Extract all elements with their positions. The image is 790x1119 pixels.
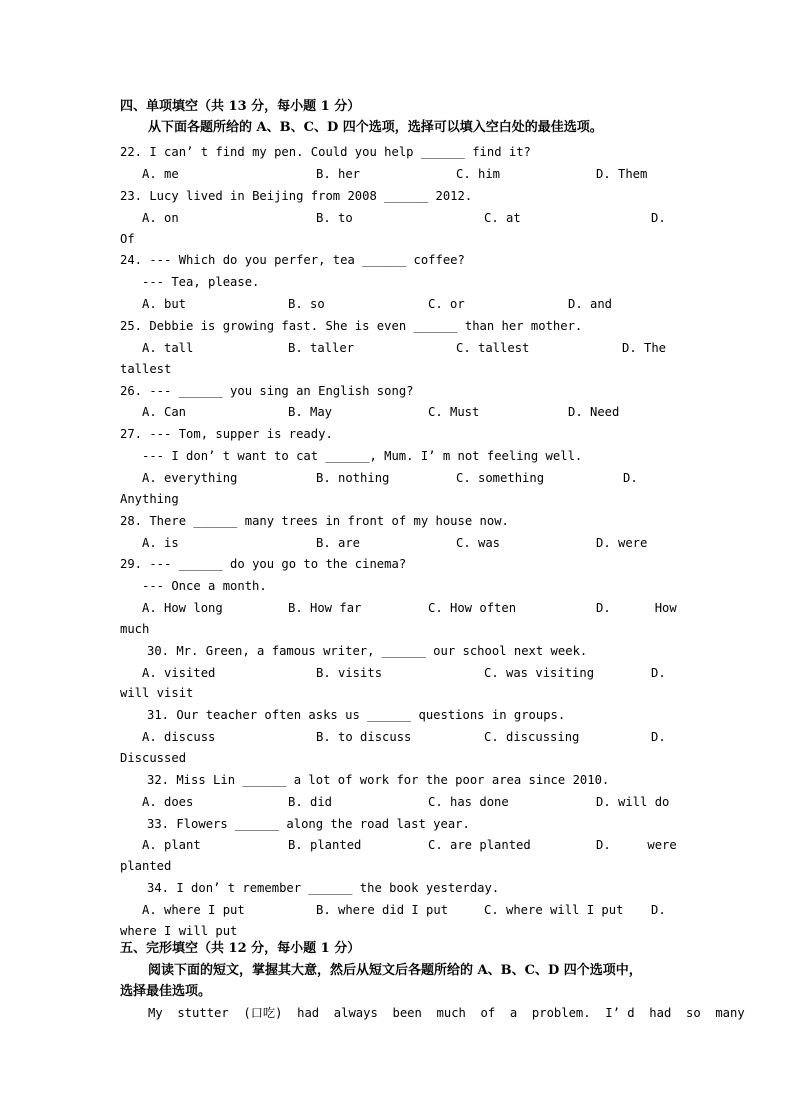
q29-option-d-wrap: much [120,622,150,636]
q22-option-b[interactable]: B. her [316,167,361,181]
q23-option-b[interactable]: B. to [316,211,353,225]
q28-option-c[interactable]: C. was [456,536,501,550]
q26-option-a[interactable]: A. Can [142,405,187,419]
question-28: 28. There ______ many trees in front of my house now. [120,514,509,528]
q31-option-c[interactable]: C. discussing [484,730,580,744]
q30-option-a[interactable]: A. visited [142,666,216,680]
q24-option-c[interactable]: C. or [428,297,465,311]
question-30: 30. Mr. Green, a famous writer, ______ our school next week. [147,644,588,658]
q27-option-c[interactable]: C. something [456,471,545,485]
q29-option-a[interactable]: A. How long [142,601,223,615]
q30-option-b[interactable]: B. visits [316,666,383,680]
q26-option-c[interactable]: C. Must [428,405,480,419]
q22-option-a[interactable]: A. me [142,167,179,181]
q32-option-b[interactable]: B. did [288,795,333,809]
q23-option-d-wrap: Of [120,232,135,246]
q23-option-a[interactable]: A. on [142,211,179,225]
question-22: 22. I can’ t find my pen. Could you help ______ find it? [120,145,531,159]
question-26: 26. --- ______ you sing an English song? [120,384,414,398]
q26-option-b[interactable]: B. May [288,405,333,419]
section5-instruction-line2: 选择最佳选项。 [120,984,212,999]
q27-option-d-wrap: Anything [120,492,179,506]
q31-option-d[interactable]: D. [651,730,666,744]
q27-option-a[interactable]: A. everything [142,471,238,485]
q32-option-d[interactable]: D. will do [596,795,670,809]
q33-option-d-wrap: planted [120,859,172,873]
question-32: 32. Miss Lin ______ a lot of work for the poor area since 2010. [147,773,610,787]
q33-option-d[interactable]: D. were [596,838,677,852]
q23-option-d[interactable]: D. [651,211,666,225]
question-23: 23. Lucy lived in Beijing from 2008 ______ 2012. [120,189,473,203]
question-33: 33. Flowers ______ along the road last year. [147,817,470,831]
section4-instruction: 从下面各题所给的 A、B、C、D 四个选项，选择可以填入空白处的最佳选项。 [148,120,603,135]
q30-option-d-wrap: will visit [120,686,194,700]
q24-option-a[interactable]: A. but [142,297,187,311]
q28-option-d[interactable]: D. were [596,536,648,550]
question-27-reply: --- I don’ t want to cat ______, Mum. I’ m not feeling well. [142,449,583,463]
q23-option-c[interactable]: C. at [484,211,521,225]
q32-option-c[interactable]: C. has done [428,795,509,809]
q24-option-b[interactable]: B. so [288,297,325,311]
q28-option-b[interactable]: B. are [316,536,361,550]
section5-instruction-line1: 阅读下面的短文，掌握其大意，然后从短文后各题所给的 A、B、C、D 四个选项中， [148,963,642,978]
question-24-reply: --- Tea, please. [142,275,260,289]
q34-option-b[interactable]: B. where did I put [316,903,449,917]
q27-option-d[interactable]: D. [623,471,638,485]
q25-option-b[interactable]: B. taller [288,341,355,355]
q25-option-d-wrap: tallest [120,362,172,376]
q31-option-d-wrap: Discussed [120,751,187,765]
q24-option-d[interactable]: D. and [568,297,613,311]
q34-option-d-wrap: where I will put [120,924,238,938]
q33-option-c[interactable]: C. are planted [428,838,531,852]
question-25: 25. Debbie is growing fast. She is even ______ than her mother. [120,319,583,333]
q27-option-b[interactable]: B. nothing [316,471,390,485]
q25-option-c[interactable]: C. tallest [456,341,530,355]
q34-option-a[interactable]: A. where I put [142,903,245,917]
q34-option-d[interactable]: D. [651,903,666,917]
q33-option-a[interactable]: A. plant [142,838,201,852]
q30-option-c[interactable]: C. was visiting [484,666,595,680]
q29-option-c[interactable]: C. How often [428,601,517,615]
question-24: 24. --- Which do you perfer, tea ______ coffee? [120,253,465,267]
question-34: 34. I don’ t remember ______ the book yesterday. [147,881,500,895]
q25-option-d[interactable]: D. The [622,341,667,355]
q26-option-d[interactable]: D. Need [568,405,620,419]
section4-title: 四、单项填空（共 13 分，每小题 1 分） [120,99,361,114]
q28-option-a[interactable]: A. is [142,536,179,550]
passage-line-1: My stutter (口吃) had always been much of a problem. I’ d had so many [148,1006,745,1020]
q34-option-c[interactable]: C. where will I put [484,903,624,917]
q25-option-a[interactable]: A. tall [142,341,194,355]
question-29: 29. --- ______ do you go to the cinema? [120,557,407,571]
q22-option-c[interactable]: C. him [456,167,501,181]
section5-title: 五、完形填空（共 12 分，每小题 1 分） [120,941,361,956]
q33-option-b[interactable]: B. planted [288,838,362,852]
q32-option-a[interactable]: A. does [142,795,194,809]
q29-option-d[interactable]: D. How [596,601,677,615]
question-27: 27. --- Tom, supper is ready. [120,427,333,441]
q22-option-d[interactable]: D. Them [596,167,648,181]
q29-option-b[interactable]: B. How far [288,601,362,615]
q31-option-b[interactable]: B. to discuss [316,730,412,744]
question-31: 31. Our teacher often asks us ______ questions in groups. [147,708,566,722]
q31-option-a[interactable]: A. discuss [142,730,216,744]
q30-option-d[interactable]: D. [651,666,666,680]
question-29-reply: --- Once a month. [142,579,267,593]
